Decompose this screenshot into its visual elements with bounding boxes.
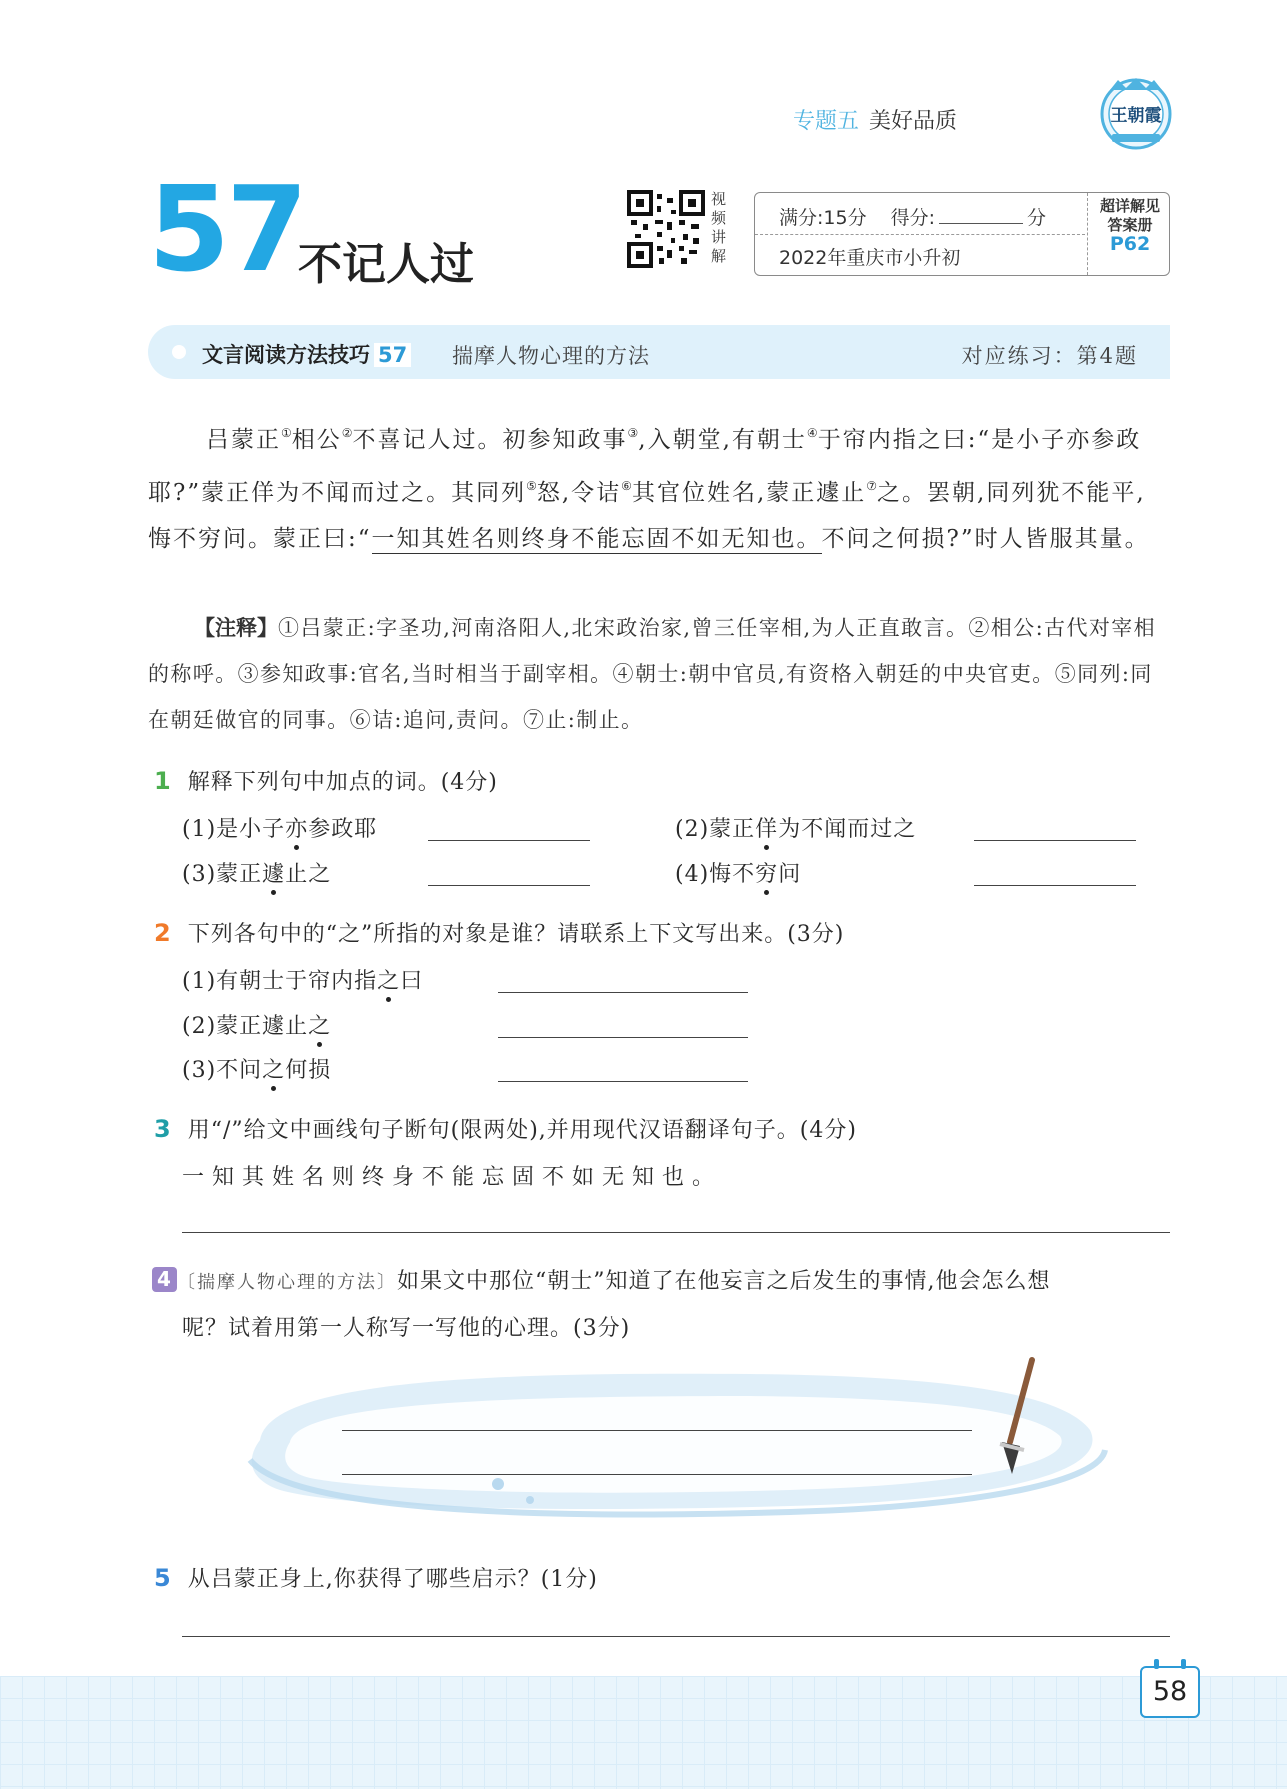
page-number: 58 [1140, 1666, 1200, 1718]
q2-item-2: (2)蒙正遽止之 [182, 1014, 332, 1039]
q2-stem: 下列各句中的“之”所指的对象是谁？请联系上下文写出来。(3分) [187, 922, 845, 947]
answer-line1: 超详解见 [1099, 197, 1160, 215]
q2-number: 2 [154, 919, 172, 947]
q1-stem: 解释下列句中加点的词。(4分) [187, 770, 498, 795]
bullet-icon [172, 345, 186, 359]
answer-reference [1091, 197, 1169, 254]
q2-answer-line-1[interactable] [498, 992, 748, 993]
topic-name: 美好品质 [868, 109, 957, 134]
brand-seal-logo [1096, 72, 1176, 152]
answer-page: P62 [1109, 233, 1151, 255]
q1-item-3: (3)蒙正遽止之 [182, 862, 332, 887]
exam-source: 2022年重庆市小升初 [779, 247, 961, 269]
q3-stem: 用“/”给文中画线句子断句(限两处),并用现代汉语翻译句子。(4分) [187, 1118, 857, 1143]
full-score: 满分:15分 [779, 207, 867, 229]
q5-answer-line[interactable] [182, 1636, 1170, 1637]
q2-answer-line-3[interactable] [498, 1081, 748, 1082]
method-name: 揣摩人物心理的方法 [452, 344, 650, 368]
score-unit: 分 [1027, 207, 1047, 229]
q4-tag: 〔揣摩人物心理的方法〕 [177, 1272, 397, 1293]
classical-passage: 吕蒙正①相公②不喜记人过。初参知政事③,入朝堂,有朝士④于帘内指之曰:“是小子亦参政耶?”蒙正佯为不闻而过之。其同列⑤怒,令诘⑥其官位姓名,蒙正遽止⑦之。罢朝,同列犹不能平,悔不穷问。蒙正曰:“一知其姓名则终身不能忘固不如无知也。不问之何损?”时人皆服其量。 [148, 426, 1150, 552]
q5-stem: 从吕蒙正身上,你获得了哪些启示？(1分) [187, 1567, 598, 1592]
q1-answer-line-2[interactable] [974, 840, 1136, 841]
q3-answer-line[interactable] [182, 1232, 1170, 1233]
seal-text: 王朝霞 [1110, 106, 1162, 126]
method-title: 文言阅读方法技巧 [202, 343, 370, 367]
method-band [148, 325, 1170, 379]
q2-item-3: (3)不问之何损 [182, 1058, 332, 1083]
video-label: 视频讲解 [711, 190, 727, 265]
method-number: 57 [374, 343, 411, 367]
q2-answer-line-2[interactable] [498, 1037, 748, 1038]
q1-number: 1 [154, 767, 172, 795]
q1-item-1: (1)是小子亦参政耶 [182, 817, 378, 842]
lesson-title: 不记人过 [298, 239, 474, 290]
q4-stem-1: 如果文中那位“朝士”知道了在他妄言之后发生的事情,他会怎么想 [397, 1269, 1051, 1294]
q4-answer-line-1[interactable] [342, 1430, 972, 1431]
notes-text: ①吕蒙正:字圣功,河南洛阳人,北宋政治家,曾三任宰相,为人正直敢言。②相公:古代对宰相的称呼。③参知政事:官名,当时相当于副宰相。④朝士:朝中官员,有资格入朝廷的中央官吏。⑤同列:同在朝廷做官的同事。⑥诘:追问,责问。⑦止:制止。 [148, 616, 1157, 732]
annotations [148, 605, 1170, 743]
brush-stroke-decoration [230, 1350, 1120, 1530]
lesson-number: 57 [148, 160, 305, 298]
practice-reference: 对应练习：第4题 [961, 344, 1138, 368]
footer-grid [0, 1676, 1287, 1789]
score-label: 得分: [890, 207, 936, 229]
question-5 [154, 1562, 598, 1593]
q4-number: 4 [152, 1267, 177, 1292]
q1-answer-line-4[interactable] [974, 885, 1136, 886]
question-1 [154, 765, 498, 796]
q1-item-4: (4)悔不穷问 [675, 862, 802, 887]
qr-code-icon[interactable] [627, 190, 705, 268]
q1-answer-line-1[interactable] [428, 840, 590, 841]
score-blank[interactable] [939, 207, 1023, 224]
question-4 [152, 1264, 1051, 1295]
q5-number: 5 [154, 1564, 172, 1592]
q4-answer-line-2[interactable] [342, 1474, 972, 1475]
topic-header [793, 104, 957, 135]
q4-stem-2: 呢？试着用第一人称写一写他的心理。(3分) [182, 1316, 631, 1341]
score-box [754, 192, 1170, 276]
q1-answer-line-3[interactable] [428, 885, 590, 886]
answer-line2: 答案册 [1107, 216, 1153, 234]
topic-label: 专题五 [792, 109, 859, 134]
question-2 [154, 917, 844, 948]
q2-item-1: (1)有朝士于帘内指之曰 [182, 969, 424, 994]
q3-number: 3 [154, 1115, 172, 1143]
notes-label: 【注释】 [194, 616, 278, 640]
q1-item-2: (2)蒙正佯为不闻而过之 [675, 817, 917, 842]
question-3 [154, 1113, 857, 1144]
q3-sentence: 一知其姓名则终身不能忘固不如无知也。 [182, 1165, 723, 1190]
underlined-sentence: 一知其姓名则终身不能忘固不如无知也。 [371, 526, 822, 552]
